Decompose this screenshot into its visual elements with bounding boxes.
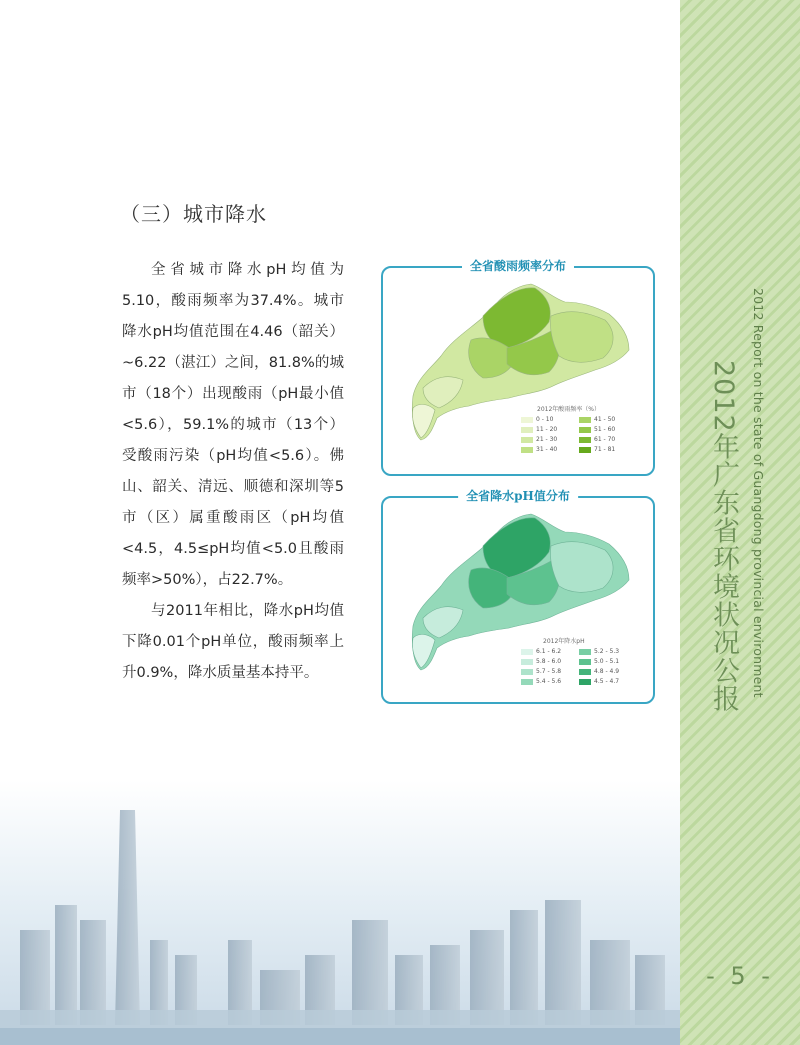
legend-label: 5.7 - 5.8: [536, 668, 562, 675]
legend-swatch: [521, 649, 533, 655]
map-title: 全省酸雨频率分布: [462, 257, 574, 274]
legend-item: [521, 446, 557, 453]
map-title: 全省降水pH值分布: [458, 487, 578, 504]
legend-swatch: [579, 669, 591, 675]
legend-swatch: [579, 427, 591, 433]
legend-swatch: [521, 427, 533, 433]
legend-label: 31 - 40: [536, 446, 558, 453]
legend-label: 4.5 - 4.7: [594, 678, 620, 685]
legend-label: 21 - 30: [536, 436, 558, 443]
legend-label: 0 - 10: [536, 416, 554, 423]
legend-label: 5.2 - 5.3: [594, 648, 620, 655]
legend-label: 41 - 50: [594, 416, 616, 423]
legend-label: 5.8 - 6.0: [536, 658, 562, 665]
page-number: - 5 -: [706, 962, 774, 990]
legend-label: 71 - 81: [594, 446, 616, 453]
legend-label: 51 - 60: [594, 426, 616, 433]
legend-label: 5.0 - 5.1: [594, 658, 620, 665]
legend-swatch: [521, 669, 533, 675]
report-title-chinese: 2012年广东省环境状况公报: [708, 360, 739, 713]
legend-swatch: [521, 679, 533, 685]
section-heading: （三）城市降水: [120, 202, 267, 226]
legend-title: 2012年降水pH: [543, 638, 585, 645]
legend-label: 11 - 20: [536, 426, 558, 433]
legend-item: [579, 668, 619, 675]
legend-swatch: [521, 417, 533, 423]
legend-item: [579, 678, 619, 685]
legend-item: [579, 416, 615, 423]
legend-swatch: [521, 659, 533, 665]
legend-item: [521, 678, 561, 685]
legend-item: [521, 658, 561, 665]
legend-item: [521, 426, 557, 433]
section-body: [122, 255, 344, 689]
legend-swatch: [579, 437, 591, 443]
legend-label: 4.8 - 4.9: [594, 668, 620, 675]
report-title-english: 2012 Report on the state of Guangdong provincial environment: [751, 288, 766, 698]
legend-swatch: [521, 447, 533, 453]
legend-label: 61 - 70: [594, 436, 616, 443]
precipitation-ph-panel: [381, 489, 655, 704]
legend-label: 5.4 - 5.6: [536, 678, 562, 685]
legend-label: 6.1 - 6.2: [536, 648, 562, 655]
legend-swatch: [579, 649, 591, 655]
paragraph-1: 全省城市降水pH均值为5.10，酸雨频率为37.4%。城市降水pH均值范围在4.46（韶关）~6.22（湛江）之间，81.8%的城市（18个）出现酸雨（pH最小值<5.6），59.1%的城市（13个）受酸雨污染（pH均值<5.6）。佛山、韶关、清远、顺德和深圳等5市（区）属重酸雨区（pH均值<4.5，4.5≤pH均值<5.0且酸雨频率>50%），占22.7%。: [122, 262, 344, 588]
legend-item: [521, 436, 557, 443]
legend-item: [521, 416, 553, 423]
legend-item: [579, 446, 615, 453]
legend-swatch: [579, 447, 591, 453]
legend-item: [579, 658, 619, 665]
acid-rain-frequency-panel: [381, 259, 655, 476]
legend-item: [579, 436, 615, 443]
legend-item: [521, 648, 561, 655]
legend-item: [579, 426, 615, 433]
legend-item: [521, 668, 561, 675]
legend-swatch: [521, 437, 533, 443]
legend-swatch: [579, 659, 591, 665]
paragraph-2: 与2011年相比，降水pH均值下降0.01个pH单位，酸雨频率上升0.9%，降水质量基本持平。: [122, 603, 344, 681]
city-skyline-image: [0, 780, 680, 1045]
legend-swatch: [579, 417, 591, 423]
legend-swatch: [579, 679, 591, 685]
legend-title: 2012年酸雨频率（%）: [537, 406, 600, 413]
legend-item: [579, 648, 619, 655]
